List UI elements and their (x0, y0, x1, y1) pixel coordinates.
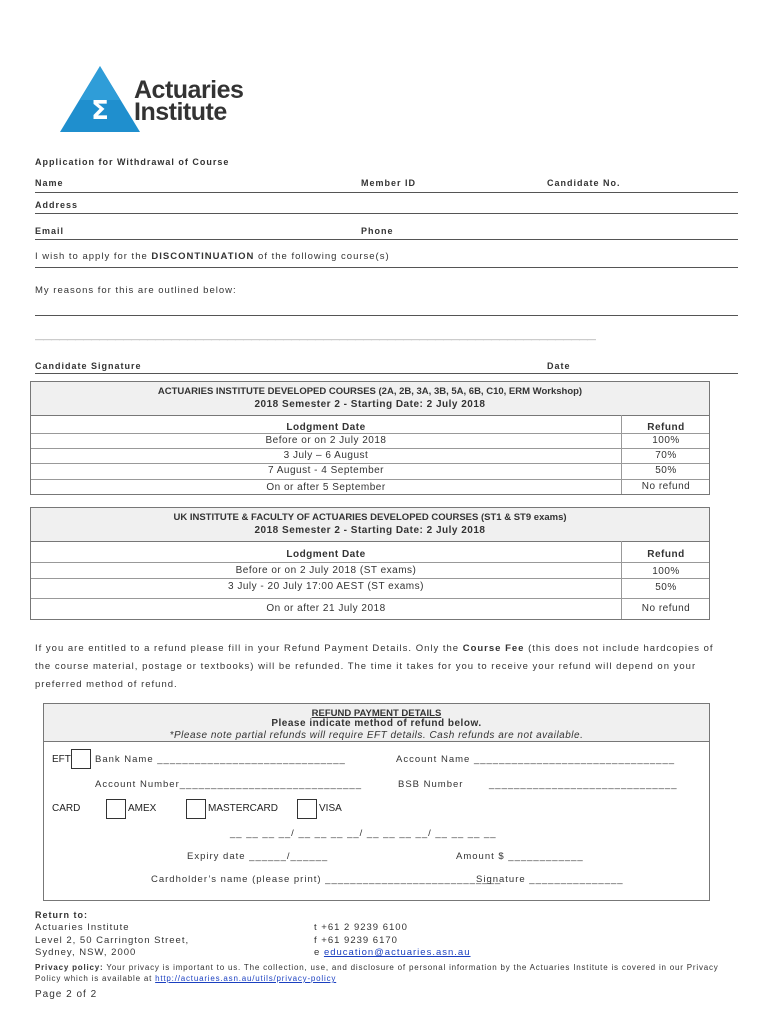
payment-subtitle: Please indicate method of refund below. (271, 718, 482, 729)
return-phone: t +61 2 9239 6100 (314, 922, 408, 933)
member-id-label: Member ID (361, 178, 417, 188)
return-fax: f +61 9239 6170 (314, 934, 398, 946)
dashes-line: —————————————————————————————————————————————————————————————————————— (35, 334, 595, 344)
logo (58, 64, 258, 134)
name-label: Name (35, 178, 64, 188)
table2-col-refund: Refund (647, 549, 685, 560)
eft-checkbox[interactable] (71, 749, 91, 769)
phone-label: Phone (361, 226, 394, 236)
table2-title: UK INSTITUTE & FACULTY OF ACTUARIES DEVELOPED COURSES (ST1 & ST9 exams) (173, 512, 567, 523)
reasons-text: My reasons for this are outlined below: (35, 285, 237, 296)
privacy-policy-link[interactable]: http://actuaries.asn.au/utils/privacy-policy (155, 974, 337, 983)
table1-subtitle: 2018 Semester 2 - Starting Date: 2 July 2018 (254, 399, 486, 410)
return-email-link[interactable]: education@actuaries.asn.au (323, 947, 471, 958)
amex-label: AMEX (128, 803, 157, 814)
email-label: Email (35, 226, 65, 236)
eft-label: EFT (52, 754, 71, 765)
account-name-field[interactable]: Account Name ________________________________ (396, 754, 676, 765)
refund-paragraph: If you are entitled to a refund please fill in your Refund Payment Details. Only the Course Fee (this does not include hardcopies of the course material, postage or textbooks) will be refunded. The time it takes for you to receive your refund will depend on your preferred method of refund. (35, 643, 714, 690)
return-title: Return to: (35, 910, 88, 920)
signature-line[interactable] (35, 373, 738, 374)
name-line[interactable] (35, 192, 738, 193)
visa-checkbox[interactable] (297, 799, 317, 819)
return-contact: t +61 2 9239 6100 f +61 9239 6170 e education@actuaries.asn.au (314, 922, 471, 958)
page-number: Page 2 of 2 (35, 989, 98, 1000)
refund-table-2: UK INSTITUTE & FACULTY OF ACTUARIES DEVELOPED COURSES (ST1 & ST9 exams) 2018 Semester 2 - Starting Date: 2 July 2018 Lodgment Date Refund Before or on 2 July 2018 (ST exams) 100% 3 July - 20 July 17:00 AEST (ST exams) 50% On or after 21 July 2018 No refund (30, 507, 710, 620)
bsb-field[interactable]: ______________________________ (489, 779, 678, 790)
table1-title: ACTUARIES INSTITUTE DEVELOPED COURSES (2A, 2B, 3A, 3B, 5A, 6B, C10, ERM Workshop) (157, 386, 583, 397)
email-line[interactable] (35, 239, 738, 240)
table2-subtitle: 2018 Semester 2 - Starting Date: 2 July 2018 (254, 525, 486, 536)
amount-field[interactable]: Amount $ ____________ (456, 851, 584, 862)
table1-col-refund: Refund (647, 422, 685, 433)
card-signature-field[interactable]: Signature _______________ (476, 874, 624, 885)
candidate-no-label: Candidate No. (547, 178, 621, 188)
logo-line1: Actuaries (134, 76, 244, 104)
refund-table-1: ACTUARIES INSTITUTE DEVELOPED COURSES (2A, 2B, 3A, 3B, 5A, 6B, C10, ERM Workshop) 2018 Semester 2 - Starting Date: 2 July 2018 Lodgment Date Refund Before or on 2 July 2018 100% 3 July – 6 August 70% 7 August - 4 September 50% On or after 5 September No refund (30, 381, 710, 495)
return-address: Actuaries Institute Level 2, 50 Carrington Street, Sydney, NSW, 2000 (35, 922, 190, 958)
logo-line2: Institute (134, 98, 227, 126)
logo-sigma: Σ (91, 96, 109, 126)
bsb-label: BSB Number (398, 779, 464, 790)
cardholder-field[interactable]: Cardholder’s name (please print) ____________________________ (151, 874, 502, 885)
mastercard-checkbox[interactable] (186, 799, 206, 819)
mastercard-label: MASTERCARD (208, 803, 279, 814)
courses-line[interactable] (35, 267, 738, 268)
address-line[interactable] (35, 213, 738, 214)
apply-text: I wish to apply for the DISCONTINUATION of the following course(s) (35, 251, 390, 262)
date-label: Date (547, 361, 571, 371)
table2-col-lodgment: Lodgment Date (286, 549, 366, 560)
visa-label: VISA (319, 803, 342, 814)
payment-title: REFUND PAYMENT DETAILS (311, 708, 442, 719)
signature-label: Candidate Signature (35, 361, 142, 371)
table1-col-lodgment: Lodgment Date (286, 422, 366, 433)
bank-name-field[interactable]: Bank Name ______________________________ (95, 754, 346, 765)
reasons-line[interactable] (35, 315, 738, 316)
form-title: Application for Withdrawal of Course (35, 157, 230, 167)
payment-details-box (43, 703, 710, 901)
card-number-field[interactable]: __ __ __ __/ __ __ __ __/ __ __ __ __/ __ __ __ __ (230, 828, 497, 839)
account-number-field[interactable]: Account Number_____________________________ (95, 779, 362, 790)
amex-checkbox[interactable] (106, 799, 126, 819)
expiry-field[interactable]: Expiry date ______/______ (187, 851, 329, 862)
privacy-policy: Privacy policy: Your privacy is important to us. The collection, use, and disclosure of personal information by the Actuaries Institute is covered in our Privacy Policy which is available at http://actuaries.asn.au/utils/privacy-policy (35, 963, 719, 983)
logo-triangle-icon (58, 64, 142, 134)
card-label: CARD (52, 803, 81, 814)
address-label: Address (35, 200, 79, 210)
payment-note: *Please note partial refunds will require EFT details. Cash refunds are not available. (169, 730, 584, 741)
